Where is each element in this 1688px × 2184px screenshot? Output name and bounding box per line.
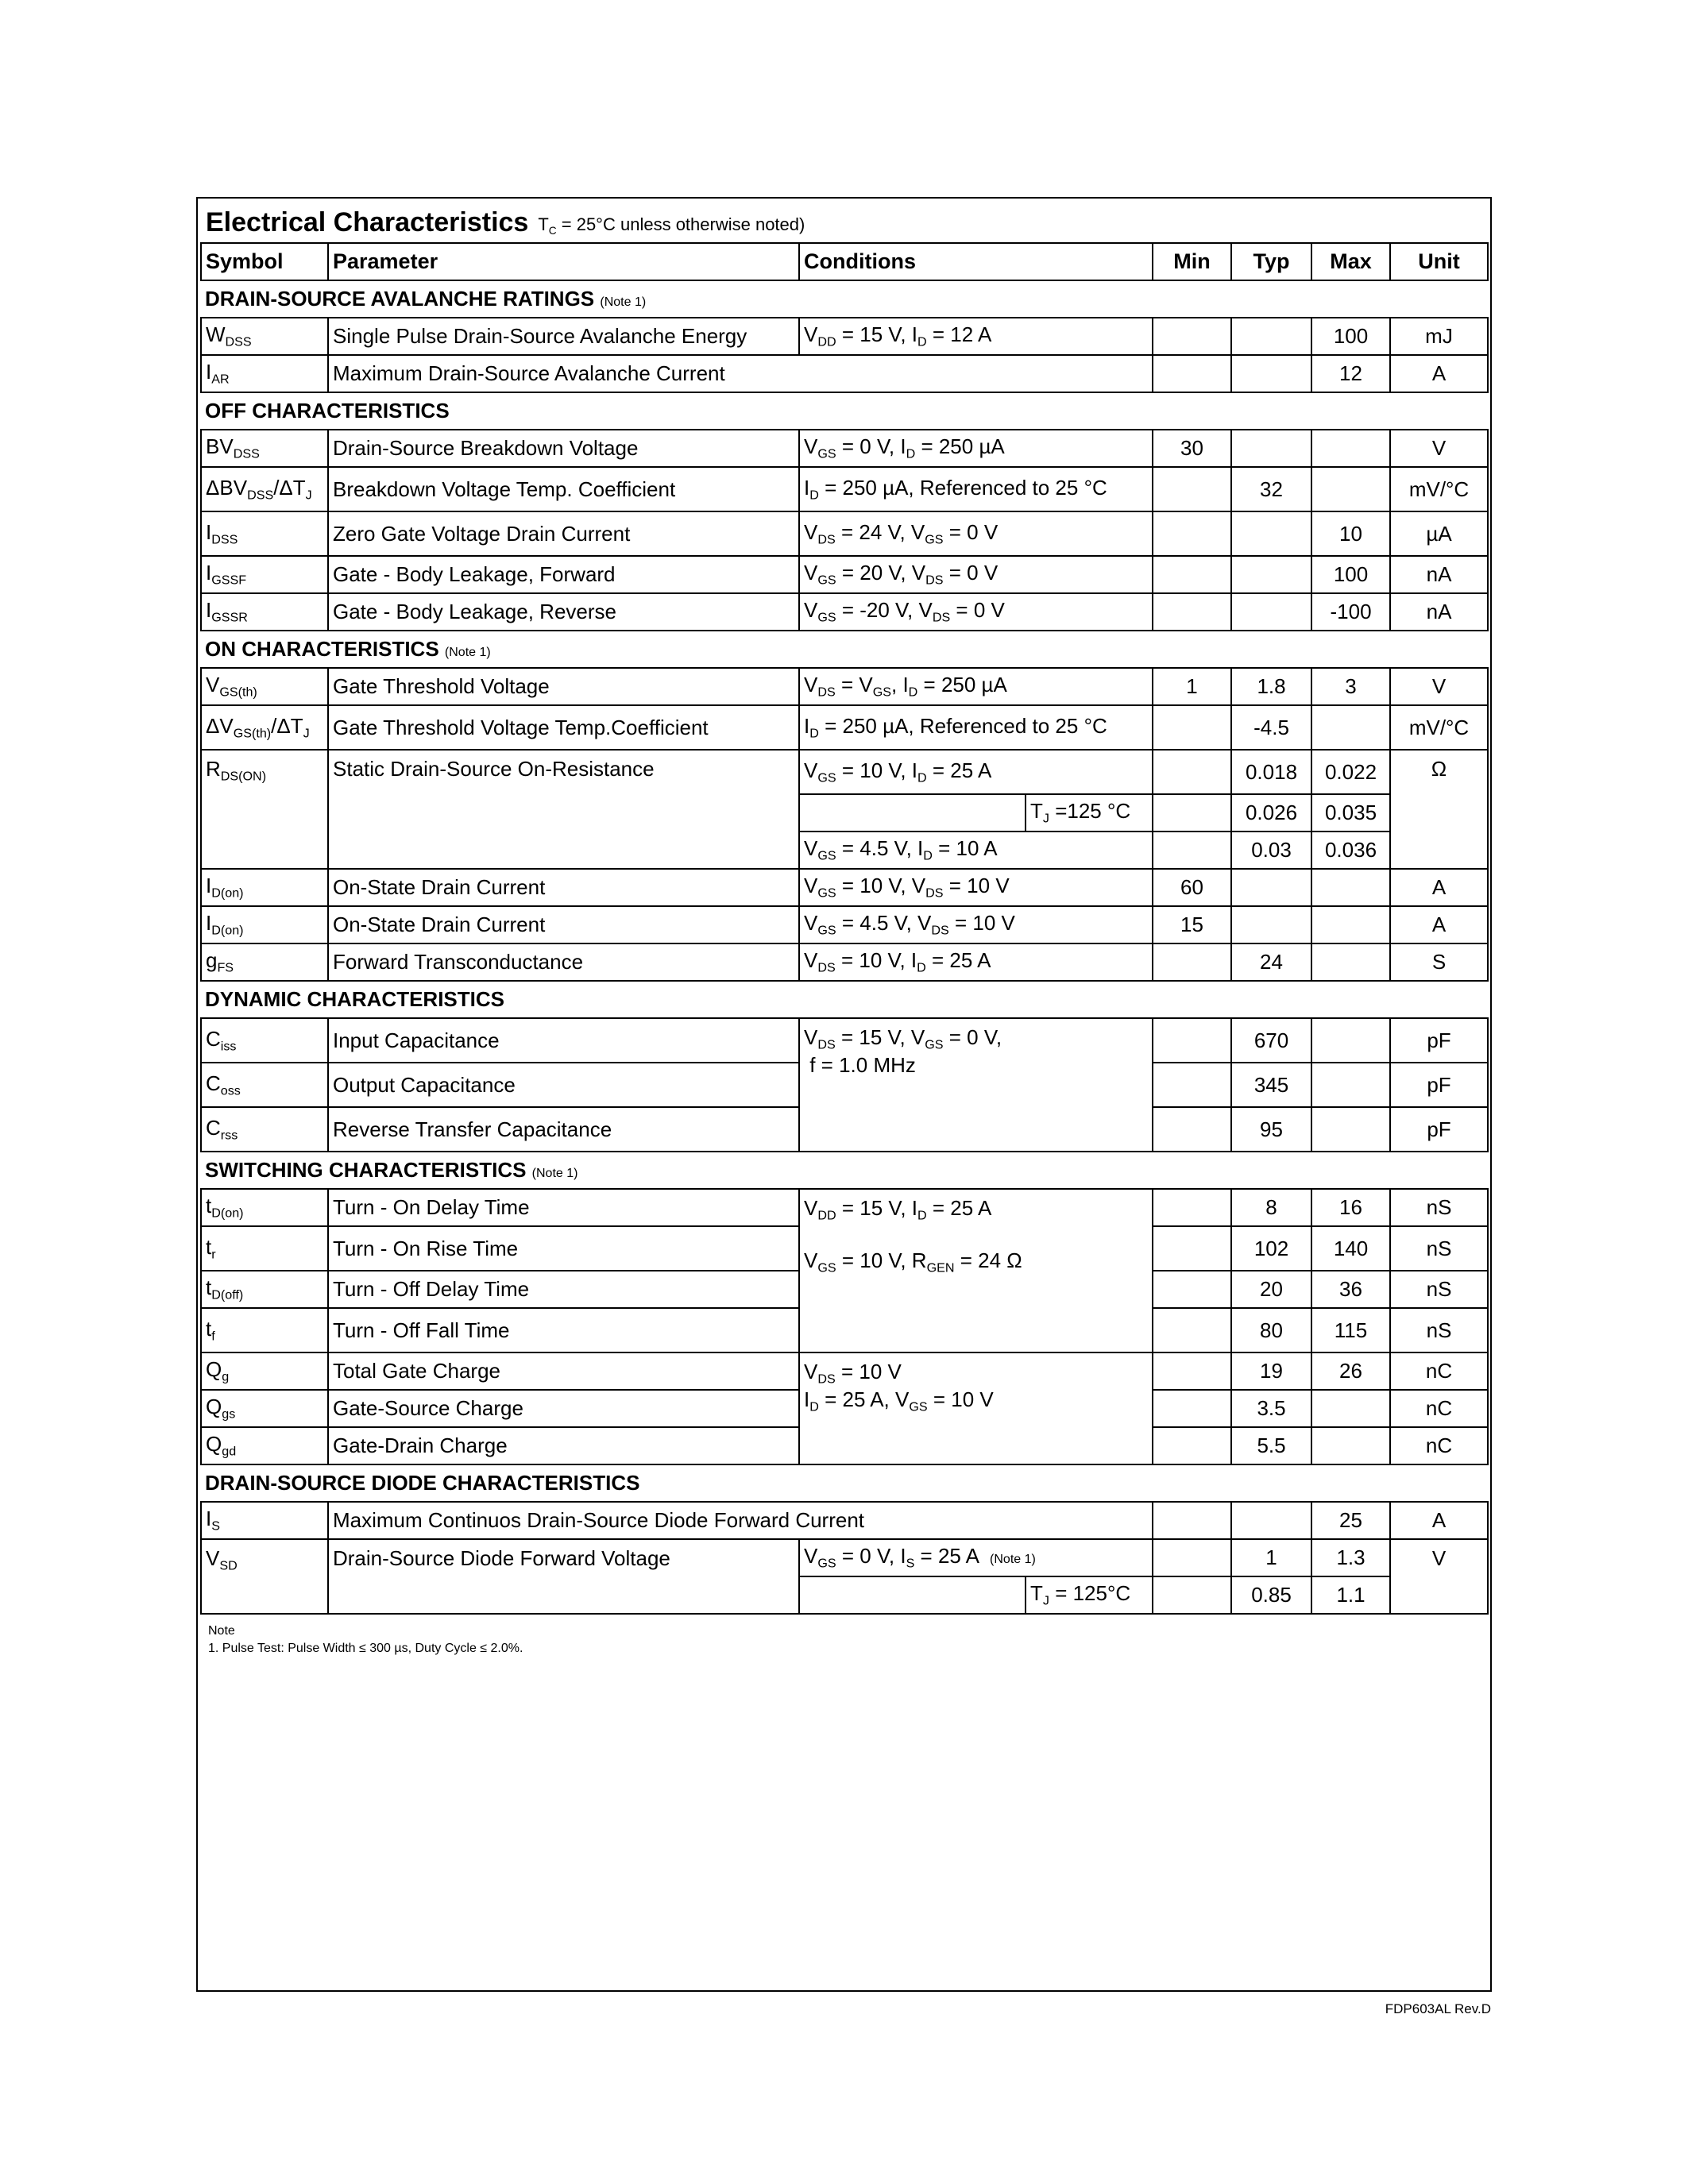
parameter-cell: Breakdown Voltage Temp. Coefficient (328, 467, 799, 511)
notes-block (208, 1623, 523, 1657)
typ-cell (1231, 593, 1311, 631)
min-cell: 60 (1153, 869, 1231, 906)
parameter-cell: Zero Gate Voltage Drain Current (328, 511, 799, 556)
min-cell (1153, 1063, 1231, 1107)
section-switching: SWITCHING CHARACTERISTICS (Note 1) (201, 1152, 1488, 1189)
parameter-cell: Output Capacitance (328, 1063, 799, 1107)
title-main: Electrical Characteristics (206, 206, 529, 237)
max-cell: 10 (1311, 511, 1390, 556)
parameter-cell: Single Pulse Drain-Source Avalanche Energy (328, 318, 799, 355)
typ-cell: 8 (1231, 1189, 1311, 1226)
min-cell (1153, 1352, 1231, 1390)
section-row (201, 392, 1488, 430)
min-cell (1153, 593, 1231, 631)
conditions-cell: $V_{GS} = 0$ V, $I_D = 250$ µA (799, 430, 1153, 467)
parameter-cell: Forward Transconductance (328, 943, 799, 981)
typ-cell: 1.8 (1231, 668, 1311, 705)
conditions-cell: $V_{GS} = -20$ V, $V_{DS} = 0$ V (799, 593, 1153, 631)
typ-cell (1231, 511, 1311, 556)
conditions-cell: $V_{DD} = 15$ V, $I_D = 12$ A (799, 318, 1153, 355)
min-cell (1153, 750, 1231, 794)
table-row (201, 1352, 1488, 1390)
conditions-cell: $V_{GS} = 10$ V, $V_{DS} = 10$ V (799, 869, 1153, 906)
conditions-cell: $V_{DD} = 15$ V, $I_D = 25$ A $V_{GS} = 10$ V, $R_{GEN} = 24$ Ω (799, 1189, 1153, 1352)
typ-cell (1231, 869, 1311, 906)
table-row (201, 1502, 1488, 1539)
typ-cell: 0.03 (1231, 832, 1311, 869)
conditions-cell: $I_D = 250$ µA, Referenced to 25 °C (799, 467, 1153, 511)
symbol-cell: $\Delta V_{GS(th)}/\Delta T_J$ (201, 705, 328, 750)
unit-cell: V (1390, 1539, 1488, 1614)
unit-cell: nA (1390, 593, 1488, 631)
parameter-cell: Gate - Body Leakage, Reverse (328, 593, 799, 631)
max-cell: 0.035 (1311, 794, 1390, 832)
section-diode: DRAIN-SOURCE DIODE CHARACTERISTICS (201, 1464, 1488, 1502)
min-cell (1153, 1390, 1231, 1427)
max-cell (1311, 705, 1390, 750)
unit-cell: pF (1390, 1107, 1488, 1152)
symbol-cell: $Q_{gs}$ (201, 1390, 328, 1427)
min-cell (1153, 318, 1231, 355)
header-min: Min (1153, 243, 1231, 280)
header-row (201, 243, 1488, 280)
typ-cell (1231, 906, 1311, 943)
unit-cell: nS (1390, 1308, 1488, 1352)
table-title (206, 203, 1489, 242)
min-cell: 1 (1153, 668, 1231, 705)
max-cell: 0.036 (1311, 832, 1390, 869)
min-cell (1153, 1576, 1231, 1614)
header-max: Max (1311, 243, 1390, 280)
typ-cell: 3.5 (1231, 1390, 1311, 1427)
parameter-cell: Gate Threshold Voltage Temp.Coefficient (328, 705, 799, 750)
header-typ: Typ (1231, 243, 1311, 280)
table-row (201, 511, 1488, 556)
tj-cell: $T_J = 125^\circ C$ (1026, 1576, 1153, 1614)
table-row (201, 556, 1488, 593)
section-avalanche: DRAIN-SOURCE AVALANCHE RATINGS (Note 1) (201, 280, 1488, 318)
document-id: FDP603AL Rev.D (1385, 2001, 1491, 2016)
symbol-cell: $C_{rss}$ (201, 1107, 328, 1152)
min-cell (1153, 1107, 1231, 1152)
conditions-cell: $V_{DS} = 10$ V, $I_D = 25$ A (799, 943, 1153, 981)
section-row (201, 1464, 1488, 1502)
unit-cell: pF (1390, 1018, 1488, 1063)
min-cell (1153, 1189, 1231, 1226)
unit-cell: mV/°C (1390, 705, 1488, 750)
unit-cell: V (1390, 430, 1488, 467)
unit-cell: Ω (1390, 750, 1488, 869)
symbol-cell: $I_S$ (201, 1502, 328, 1539)
parameter-cell: On-State Drain Current (328, 869, 799, 906)
min-cell (1153, 1308, 1231, 1352)
min-cell (1153, 832, 1231, 869)
table-row (201, 467, 1488, 511)
typ-cell (1231, 556, 1311, 593)
section-on: ON CHARACTERISTICS (Note 1) (201, 631, 1488, 668)
note-1: 1. Pulse Test: Pulse Width ≤ 300 µs, Duty Cycle ≤ 2.0%. (208, 1642, 523, 1655)
symbol-cell: $I_{GSSR}$ (201, 593, 328, 631)
table-row (201, 705, 1488, 750)
section-dynamic: DYNAMIC CHARACTERISTICS (201, 981, 1488, 1018)
min-cell (1153, 1226, 1231, 1271)
parameter-cell: On-State Drain Current (328, 906, 799, 943)
typ-cell: 5.5 (1231, 1427, 1311, 1464)
conditions-cell: $V_{DS} = 10$ V $I_D = 25$ A, $V_{GS} = 10$ V (799, 1352, 1153, 1464)
symbol-cell: $C_{oss}$ (201, 1063, 328, 1107)
unit-cell: nS (1390, 1189, 1488, 1226)
min-cell (1153, 556, 1231, 593)
max-cell (1311, 869, 1390, 906)
max-cell: 100 (1311, 556, 1390, 593)
symbol-cell: $V_{GS(th)}$ (201, 668, 328, 705)
unit-cell: A (1390, 355, 1488, 392)
parameter-cell: Reverse Transfer Capacitance (328, 1107, 799, 1152)
symbol-cell: $I_{GSSF}$ (201, 556, 328, 593)
table-row (201, 668, 1488, 705)
symbol-cell: $I_{DSS}$ (201, 511, 328, 556)
min-cell: 15 (1153, 906, 1231, 943)
conditions-cell: $V_{GS} = 4.5$ V, $I_D = 10$ A (799, 832, 1153, 869)
typ-cell: 345 (1231, 1063, 1311, 1107)
min-cell: 30 (1153, 430, 1231, 467)
parameter-cell: Turn - Off Fall Time (328, 1308, 799, 1352)
typ-cell: 80 (1231, 1308, 1311, 1352)
typ-cell: 32 (1231, 467, 1311, 511)
unit-cell: nC (1390, 1352, 1488, 1390)
symbol-cell: $t_r$ (201, 1226, 328, 1271)
typ-cell: 24 (1231, 943, 1311, 981)
typ-cell (1231, 430, 1311, 467)
min-cell (1153, 355, 1231, 392)
conditions-cell: $V_{GS} = 10$ V, $I_D = 25$ A (799, 750, 1153, 794)
unit-cell: mV/°C (1390, 467, 1488, 511)
max-cell (1311, 1018, 1390, 1063)
unit-cell: A (1390, 906, 1488, 943)
min-cell (1153, 943, 1231, 981)
conditions-cell: $I_D = 250$ µA, Referenced to 25 °C (799, 705, 1153, 750)
max-cell: 26 (1311, 1352, 1390, 1390)
table-row (201, 943, 1488, 981)
unit-cell: µA (1390, 511, 1488, 556)
table-row (201, 750, 1488, 794)
symbol-cell: $Q_{gd}$ (201, 1427, 328, 1464)
parameter-cell: Total Gate Charge (328, 1352, 799, 1390)
parameter-cell: Gate-Source Charge (328, 1390, 799, 1427)
max-cell: 0.022 (1311, 750, 1390, 794)
parameter-cell: Drain-Source Diode Forward Voltage (328, 1539, 799, 1614)
conditions-cell: $V_{DS} = V_{GS}$, $I_D = 250$ µA (799, 668, 1153, 705)
min-cell (1153, 1427, 1231, 1464)
parameter-cell: Turn - On Rise Time (328, 1226, 799, 1271)
parameter-cell: Gate Threshold Voltage (328, 668, 799, 705)
unit-cell: V (1390, 668, 1488, 705)
min-cell (1153, 1271, 1231, 1308)
header-parameter: Parameter (328, 243, 799, 280)
conditions-cell: $V_{GS} = 20$ V, $V_{DS} = 0$ V (799, 556, 1153, 593)
max-cell (1311, 906, 1390, 943)
conditions-cell: $V_{DS} = 15$ V, $V_{GS} = 0$ V, f = 1.0 MHz (799, 1018, 1153, 1152)
parameter-cell: Maximum Continuos Drain-Source Diode Forward Current (328, 1502, 1153, 1539)
table-row (201, 355, 1488, 392)
min-cell (1153, 705, 1231, 750)
table-row (201, 906, 1488, 943)
max-cell: 12 (1311, 355, 1390, 392)
symbol-cell: $Q_g$ (201, 1352, 328, 1390)
max-cell: 140 (1311, 1226, 1390, 1271)
symbol-cell: $t_{D(on)}$ (201, 1189, 328, 1226)
unit-cell: nC (1390, 1427, 1488, 1464)
parameter-cell: Static Drain-Source On-Resistance (328, 750, 799, 869)
title-condition: $T_C = 25^\circ C$ unless otherwise noted) (538, 214, 805, 237)
section-row (201, 280, 1488, 318)
parameter-cell: Gate - Body Leakage, Forward (328, 556, 799, 593)
table-row (201, 593, 1488, 631)
header-symbol: Symbol (201, 243, 328, 280)
parameter-cell: Drain-Source Breakdown Voltage (328, 430, 799, 467)
symbol-cell: $I_{D(on)}$ (201, 906, 328, 943)
min-cell (1153, 467, 1231, 511)
min-cell (1153, 1502, 1231, 1539)
tj-cell: $T_J =125$ °C (1026, 794, 1153, 832)
max-cell (1311, 1427, 1390, 1464)
parameter-cell: Input Capacitance (328, 1018, 799, 1063)
max-cell: 25 (1311, 1502, 1390, 1539)
unit-cell: nS (1390, 1226, 1488, 1271)
max-cell (1311, 467, 1390, 511)
conditions-cell (799, 1576, 1026, 1614)
max-cell: 115 (1311, 1308, 1390, 1352)
min-cell (1153, 1539, 1231, 1576)
max-cell: 16 (1311, 1189, 1390, 1226)
symbol-cell: $I_{AR}$ (201, 355, 328, 392)
typ-cell: 20 (1231, 1271, 1311, 1308)
max-cell (1311, 430, 1390, 467)
min-cell (1153, 511, 1231, 556)
symbol-cell: $V_{SD}$ (201, 1539, 328, 1614)
typ-cell: -4.5 (1231, 705, 1311, 750)
section-off: OFF CHARACTERISTICS (201, 392, 1488, 430)
max-cell: 100 (1311, 318, 1390, 355)
typ-cell: 0.018 (1231, 750, 1311, 794)
table-row (201, 318, 1488, 355)
symbol-cell: $g_{FS}$ (201, 943, 328, 981)
unit-cell: pF (1390, 1063, 1488, 1107)
unit-cell: A (1390, 869, 1488, 906)
min-cell (1153, 794, 1231, 832)
parameter-cell: Turn - Off Delay Time (328, 1271, 799, 1308)
typ-cell (1231, 318, 1311, 355)
typ-cell: 670 (1231, 1018, 1311, 1063)
max-cell: 36 (1311, 1271, 1390, 1308)
max-cell: 1.3 (1311, 1539, 1390, 1576)
table-row (201, 1189, 1488, 1226)
symbol-cell: $t_f$ (201, 1308, 328, 1352)
typ-cell: 102 (1231, 1226, 1311, 1271)
unit-cell: nS (1390, 1271, 1488, 1308)
electrical-characteristics-table (200, 242, 1489, 1615)
unit-cell: A (1390, 1502, 1488, 1539)
max-cell: 1.1 (1311, 1576, 1390, 1614)
unit-cell: nA (1390, 556, 1488, 593)
header-conditions: Conditions (799, 243, 1153, 280)
symbol-cell: $C_{iss}$ (201, 1018, 328, 1063)
typ-cell: 0.026 (1231, 794, 1311, 832)
unit-cell: nC (1390, 1390, 1488, 1427)
max-cell (1311, 1107, 1390, 1152)
symbol-cell: $R_{DS(ON)}$ (201, 750, 328, 869)
typ-cell: 0.85 (1231, 1576, 1311, 1614)
max-cell: 3 (1311, 668, 1390, 705)
unit-cell: mJ (1390, 318, 1488, 355)
typ-cell (1231, 355, 1311, 392)
typ-cell (1231, 1502, 1311, 1539)
section-row (201, 1152, 1488, 1189)
notes-heading: Note (208, 1624, 235, 1638)
min-cell (1153, 1018, 1231, 1063)
section-row (201, 631, 1488, 668)
max-cell (1311, 943, 1390, 981)
max-cell (1311, 1063, 1390, 1107)
parameter-cell: Maximum Drain-Source Avalanche Current (328, 355, 1153, 392)
max-cell (1311, 1390, 1390, 1427)
symbol-cell: $I_{D(on)}$ (201, 869, 328, 906)
parameter-cell: Turn - On Delay Time (328, 1189, 799, 1226)
symbol-cell: $\Delta BV_{DSS}/\Delta T_J$ (201, 467, 328, 511)
table-row (201, 1539, 1488, 1576)
section-row (201, 981, 1488, 1018)
table-row (201, 430, 1488, 467)
symbol-cell: $t_{D(off)}$ (201, 1271, 328, 1308)
conditions-cell: $V_{DS} = 24$ V, $V_{GS} = 0$ V (799, 511, 1153, 556)
conditions-cell (799, 794, 1026, 832)
table-row (201, 869, 1488, 906)
unit-cell: S (1390, 943, 1488, 981)
header-unit: Unit (1390, 243, 1488, 280)
table-row (201, 1018, 1488, 1063)
typ-cell: 19 (1231, 1352, 1311, 1390)
symbol-cell: $BV_{DSS}$ (201, 430, 328, 467)
max-cell: -100 (1311, 593, 1390, 631)
typ-cell: 95 (1231, 1107, 1311, 1152)
conditions-cell: $V_{GS} = 0$ V, $I_S = 25$ A (Note 1) (799, 1539, 1153, 1576)
symbol-cell: $W_{DSS}$ (201, 318, 328, 355)
conditions-cell: $V_{GS} = 4.5$ V, $V_{DS} = 10$ V (799, 906, 1153, 943)
typ-cell: 1 (1231, 1539, 1311, 1576)
parameter-cell: Gate-Drain Charge (328, 1427, 799, 1464)
